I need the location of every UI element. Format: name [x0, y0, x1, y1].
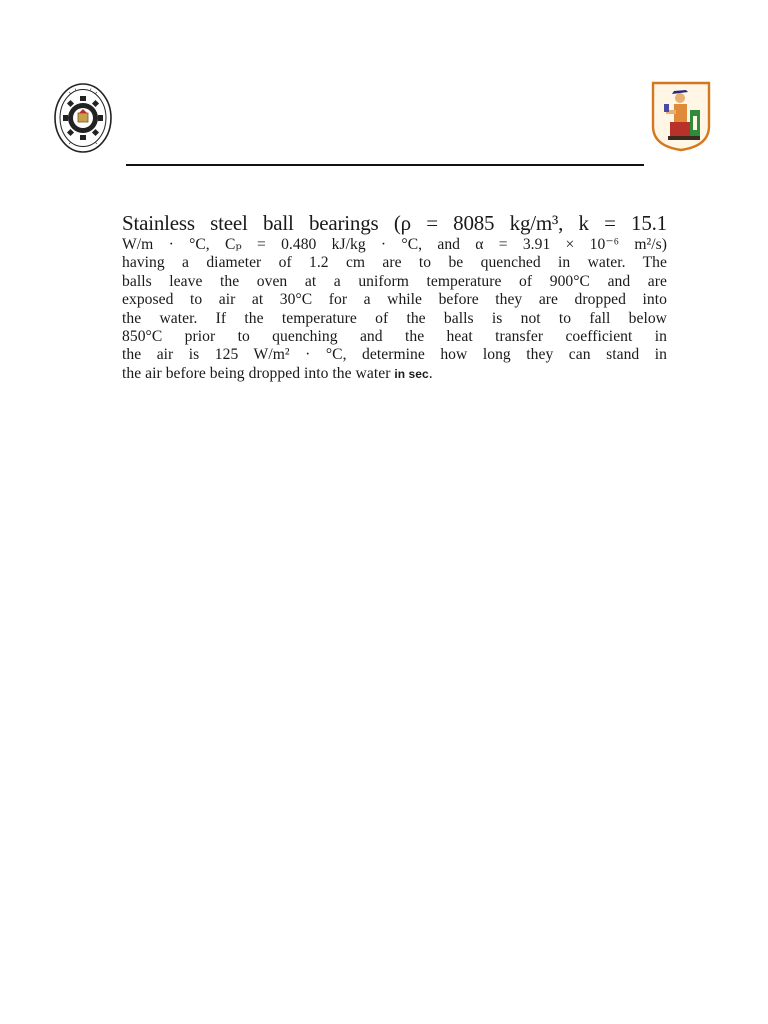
problem-line: exposed to air at 30°C for a while before they are dropped into	[122, 291, 667, 309]
pharaonic-scribe-emblem-icon	[650, 80, 712, 152]
header-divider	[126, 164, 644, 166]
problem-line: the air is 125 W/m² · °C, determine how long they can stand in	[122, 346, 667, 364]
problem-line: the water. If the temperature of the balls is not to fall below	[122, 309, 667, 327]
problem-line-final	[122, 365, 667, 383]
problem-line: having a diameter of 1.2 cm are to be quenched in water. The	[122, 254, 667, 272]
end-mark: .	[428, 364, 433, 382]
problem-line: the air before being dropped into the water	[122, 364, 391, 382]
university-gear-seal-icon	[54, 83, 112, 153]
problem-line: 850°C prior to quenching and the heat transfer coefficient in	[122, 328, 667, 346]
problem-line: balls leave the oven at a uniform temperature of 900°C and are	[122, 272, 667, 290]
problem-line: Stainless steel ball bearings (ρ = 8085 kg/m³, k = 15.1	[122, 211, 667, 235]
answer-unit-note: in sec	[394, 366, 429, 381]
problem-statement	[122, 210, 667, 383]
problem-line: W/m · °C, Cₚ = 0.480 kJ/kg · °C, and α = 3.91 × 10⁻⁶ m²/s)	[122, 236, 667, 253]
